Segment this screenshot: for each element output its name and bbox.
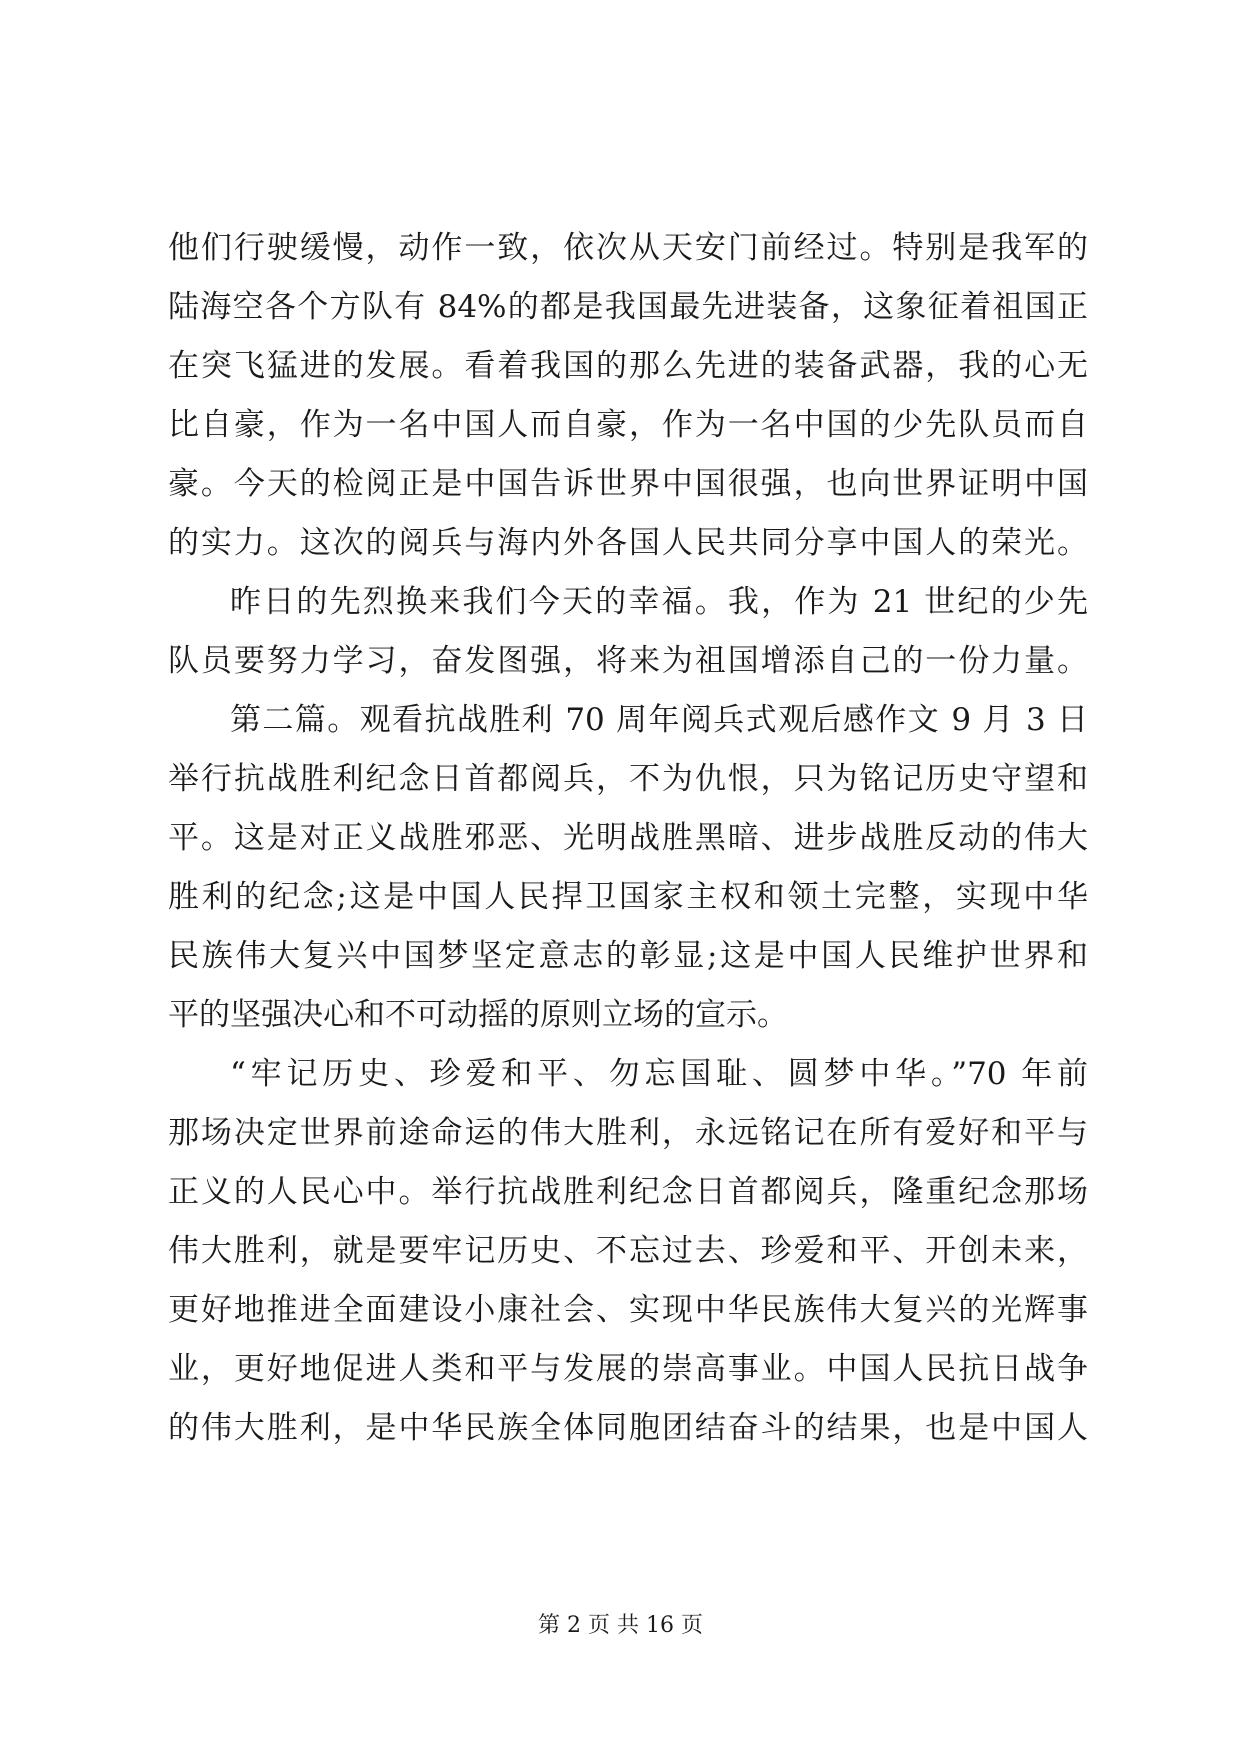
text-line: 民族伟大复兴中国梦坚定意志的彰显;这是中国人民维护世界和 bbox=[168, 938, 1088, 974]
text-line: 他们行驶缓慢，动作一致，依次从天安门前经过。特别是我军的 bbox=[168, 230, 1088, 266]
text-line: 比自豪，作为一名中国人而自豪，作为一名中国的少先队员而自 bbox=[168, 407, 1088, 443]
text-line: 的伟大胜利，是中华民族全体同胞团结奋斗的结果，也是中国人 bbox=[168, 1410, 1088, 1446]
text-line: 平。这是对正义战胜邪恶、光明战胜黑暗、进步战胜反动的伟大 bbox=[168, 820, 1088, 856]
paragraph-first-line: 第二篇。观看抗战胜利 70 周年阅兵式观后感作文 9 月 3 日 bbox=[230, 702, 1088, 738]
text-line: 的实力。这次的阅兵与海内外各国人民共同分享中国人的荣光。 bbox=[168, 525, 1088, 561]
text-line: 胜利的纪念;这是中国人民捍卫国家主权和领土完整，实现中华 bbox=[168, 879, 1088, 915]
text-line: 队员要努力学习，奋发图强，将来为祖国增添自己的一份力量。 bbox=[168, 643, 1088, 679]
text-line: 正义的人民心中。举行抗战胜利纪念日首都阅兵，隆重纪念那场 bbox=[168, 1174, 1088, 1210]
text-line: 伟大胜利，就是要牢记历史、不忘过去、珍爱和平、开创未来， bbox=[168, 1233, 1088, 1269]
text-line: 举行抗战胜利纪念日首都阅兵，不为仇恨，只为铭记历史守望和 bbox=[168, 761, 1088, 797]
text-line: 在突飞猛进的发展。看着我国的那么先进的装备武器，我的心无 bbox=[168, 348, 1088, 384]
text-line: 陆海空各个方队有 84%的都是我国最先进装备，这象征着祖国正 bbox=[168, 289, 1088, 325]
text-line: 那场决定世界前途命运的伟大胜利，永远铭记在所有爱好和平与 bbox=[168, 1115, 1088, 1151]
text-line: 平的坚强决心和不可动摇的原则立场的宣示。 bbox=[168, 997, 788, 1033]
paragraph-first-line: 昨日的先烈换来我们今天的幸福。我，作为 21 世纪的少先 bbox=[230, 584, 1088, 620]
text-line: 业，更好地促进人类和平与发展的崇高事业。中国人民抗日战争 bbox=[168, 1351, 1088, 1387]
text-line: 豪。今天的检阅正是中国告诉世界中国很强，也向世界证明中国 bbox=[168, 466, 1088, 502]
page-footer: 第 2 页 共 16 页 bbox=[538, 1613, 703, 1638]
paragraph-first-line: “牢记历史、珍爱和平、勿忘国耻、圆梦中华。”70 年前 bbox=[230, 1056, 1088, 1092]
text-line: 更好地推进全面建设小康社会、实现中华民族伟大复兴的光辉事 bbox=[168, 1292, 1088, 1328]
